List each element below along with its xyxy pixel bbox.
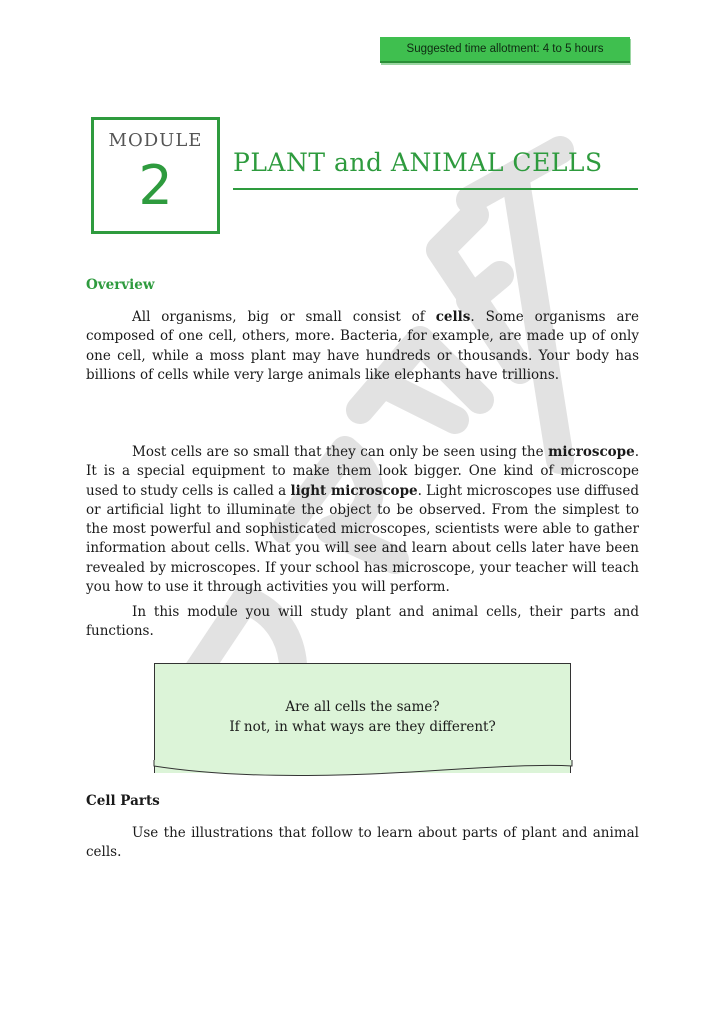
module-label: MODULE (108, 130, 203, 151)
overview-paragraph-2: Most cells are so small that they can only be seen using the microscope. It is a special equipment to make them look bigger. One kind of microscope used to study cells is called a light microscope. Light microscopes use diffused or artificial light to illuminate the object to be observed. From the simplest to the most powerful and sophisticated microscopes, scientists were able to gather information about cells. What you will see and learn about cells later have been revealed by microscopes. If your school has microscope, your teacher will teach you how to use it through activities you will perform. (86, 444, 639, 596)
overview-paragraph-1: All organisms, big or small consist of cells. Some organisms are composed of one cell, others, more. Bacteria, for example, are made up of only one cell, while a moss plant may have hundreds or thousands. Your body has billions of cells while very large animals like elephants have trillions. (86, 309, 639, 383)
module-number: 2 (138, 154, 173, 217)
overview-heading: Overview (86, 277, 155, 293)
time-allotment-badge: Suggested time allotment: 4 to 5 hours (380, 37, 630, 63)
question-box-wave-edge (153, 760, 573, 780)
cell-parts-heading: Cell Parts (86, 793, 160, 809)
overview-paragraph-3: In this module you will study plant and animal cells, their parts and functions. (86, 604, 639, 640)
title-underline (233, 188, 638, 190)
question-box (154, 663, 571, 773)
page-title: PLANT and ANIMAL CELLS (233, 148, 603, 177)
cell-parts-paragraph: Use the illustrations that follow to learn about parts of plant and animal cells. (86, 825, 639, 861)
module-number-box (91, 117, 220, 234)
question-text: Are all cells the same? If not, in what ways are they different? (229, 699, 496, 735)
